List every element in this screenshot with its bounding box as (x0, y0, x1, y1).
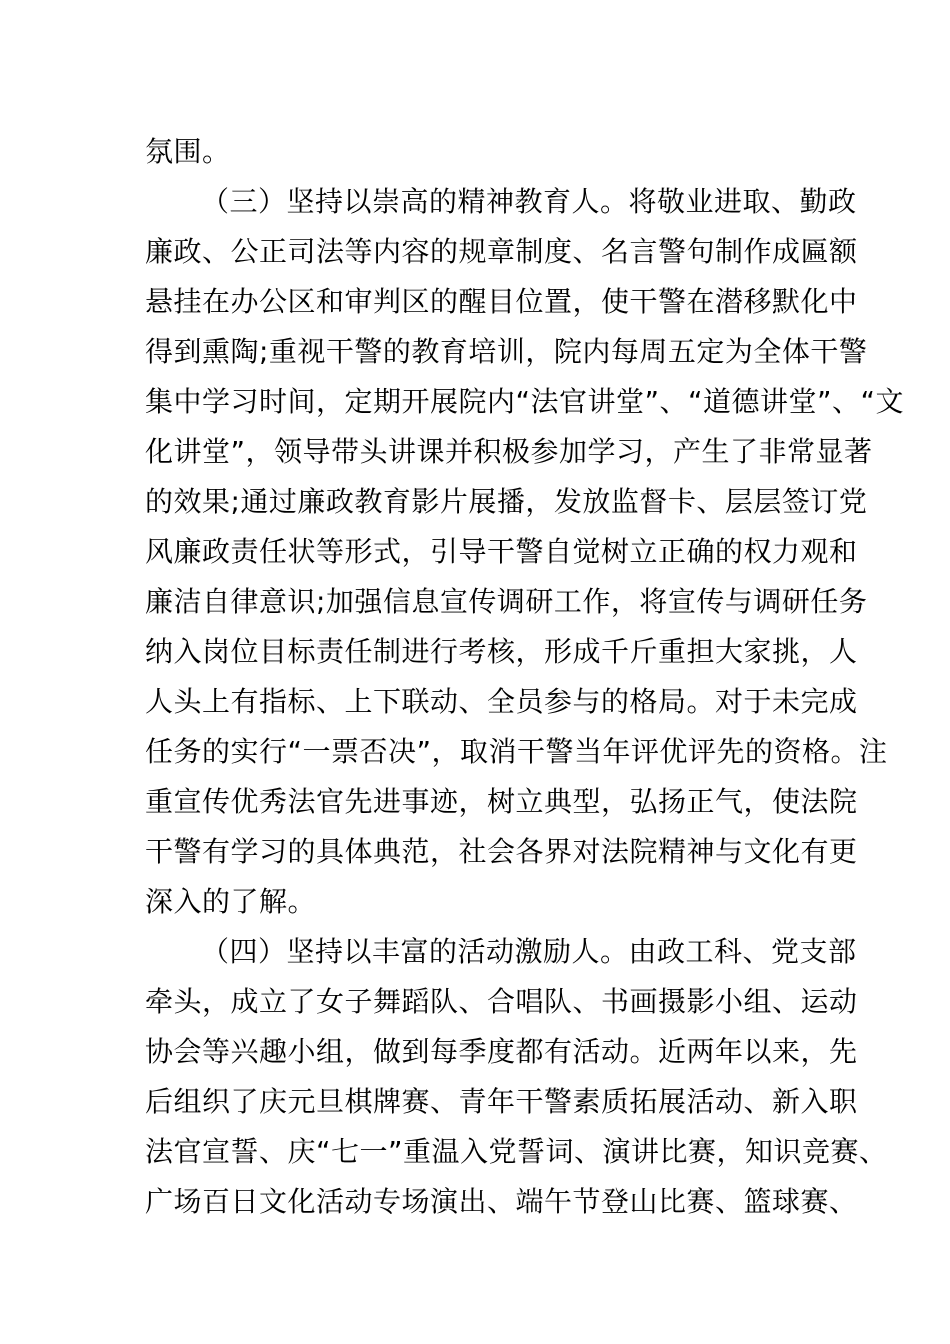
text-line: 得到熏陶;重视干警的教育培训，院内每周五定为全体干警 (145, 335, 868, 368)
text-line: 广场百日文化活动专场演出、端午节登山比赛、篮球赛、 (145, 1185, 858, 1218)
text-line: 任务的实行“一票否决”，取消干警当年评优评先的资格。注 (145, 735, 888, 768)
paragraph-heading-4: （四）坚持以丰富的活动激励人。由政工科、党支部 (201, 935, 857, 968)
text-line: 的效果;通过廉政教育影片展播，发放监督卡、层层签订党 (145, 485, 868, 518)
text-line: 人头上有指标、上下联动、全员参与的格局。对于未完成 (145, 685, 858, 718)
text-line: 氛围。 (145, 135, 231, 168)
text-line: 廉政、公正司法等内容的规章制度、名言警句制作成匾额 (145, 235, 858, 268)
text-line: 悬挂在办公区和审判区的醒目位置，使干警在潜移默化中 (145, 285, 858, 318)
text-line: 化讲堂”，领导带头讲课并积极参加学习，产生了非常显著 (145, 435, 873, 468)
text-line: 集中学习时间，定期开展院内“法官讲堂”、“道德讲堂”、“文 (145, 385, 905, 418)
text-line: 风廉政责任状等形式，引导干警自觉树立正确的权力观和 (145, 535, 858, 568)
text-line: 深入的了解。 (145, 885, 317, 918)
paragraph-heading-3: （三）坚持以崇高的精神教育人。将敬业进取、勤政 (201, 185, 857, 218)
text-line: 纳入岗位目标责任制进行考核，形成千斤重担大家挑，人 (145, 635, 858, 668)
text-line: 廉洁自律意识;加强信息宣传调研工作，将宣传与调研任务 (145, 585, 868, 618)
text-line: 重宣传优秀法官先进事迹，树立典型，弘扬正气，使法院 (145, 785, 858, 818)
text-line: 后组织了庆元旦棋牌赛、青年干警素质拓展活动、新入职 (145, 1085, 858, 1118)
text-line: 干警有学习的具体典范，社会各界对法院精神与文化有更 (145, 835, 858, 868)
text-line: 法官宣誓、庆“七一”重温入党誓词、演讲比赛，知识竞赛、 (145, 1135, 888, 1168)
text-line: 协会等兴趣小组，做到每季度都有活动。近两年以来，先 (145, 1035, 858, 1068)
text-line: 牵头，成立了女子舞蹈队、合唱队、书画摄影小组、运动 (145, 985, 858, 1018)
body-text (145, 127, 905, 1227)
